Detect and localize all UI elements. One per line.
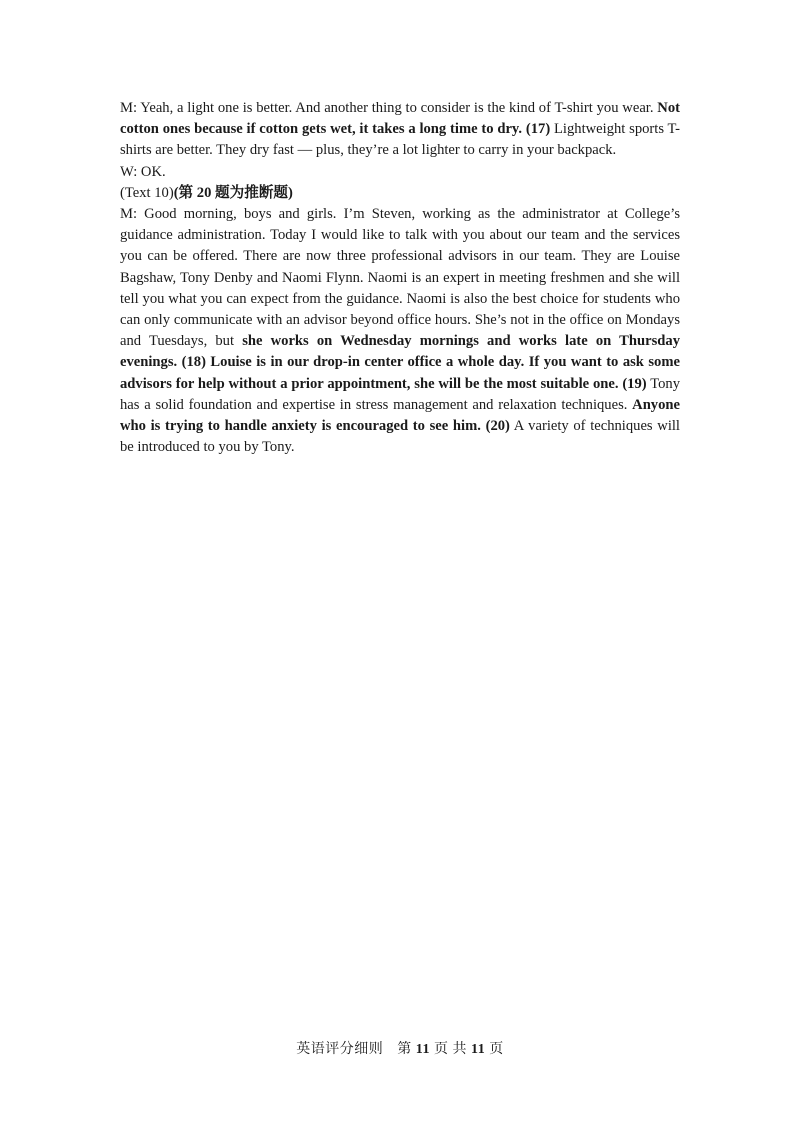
footer-page-total: 11 — [471, 1042, 486, 1057]
section-heading — [120, 183, 680, 204]
footer-page-suffix: 页 — [489, 1042, 504, 1057]
dialogue-paragraph-2: W: OK. — [120, 163, 166, 180]
question-note: (第 20 题为推断题) — [173, 184, 293, 201]
text-span: A variety of techniques will be introduced to you by Tony. — [120, 418, 680, 456]
text-span: Lightweight sports T-shirts are better. They dry fast — plus, they’re a lot lighter to carry in your backpack. — [120, 121, 680, 159]
footer-page-number: 11 — [415, 1042, 430, 1057]
text-label: (Text 10) — [120, 184, 174, 201]
answer-highlight: she works on Wednesday mornings and works late on Thursday evenings. (18) Louise is in our drop-in center office a whole day. If you want to ask some advisors for help without a prior appointment, she will be the most suitable one. (19) — [120, 333, 680, 392]
footer-page-prefix: 第 — [397, 1042, 412, 1057]
monologue-paragraph — [120, 204, 680, 458]
document-body — [120, 98, 680, 458]
footer-page-mid: 页 共 — [434, 1042, 467, 1057]
footer-doc-title: 英语评分细则 — [296, 1042, 384, 1057]
page-footer — [0, 1040, 800, 1060]
answer-highlight: Anyone who is trying to handle anxiety is encouraged to see him. (20) — [120, 396, 680, 435]
text-span: M: Yeah, a light one is better. And another thing to consider is the kind of T-shirt you wear. — [120, 100, 658, 116]
dialogue-paragraph-1 — [120, 98, 680, 162]
answer-highlight: Not cotton ones because if cotton gets wet, it takes a long time to dry. — [120, 100, 680, 138]
question-number: (17) — [522, 121, 551, 138]
text-span: M: Good morning, boys and girls. I’m Steven, working as the administrator at College’s guidance administration. Today I would like to talk with you about our team and the services you can be offered. There are now three professional advisors in our team. They are Louise Bagshaw, Tony Denby and Naomi Flynn. Naomi is an expert in meeting freshmen and she will tell you what you can expect from the guidance. Naomi is also the best choice for students who can only communicate with an advisor beyond office hours. She’s not in the office on Mondays and Tuesdays, but — [120, 206, 680, 350]
text-span: Tony has a solid foundation and expertise in stress management and relaxation techniques. — [120, 375, 680, 413]
